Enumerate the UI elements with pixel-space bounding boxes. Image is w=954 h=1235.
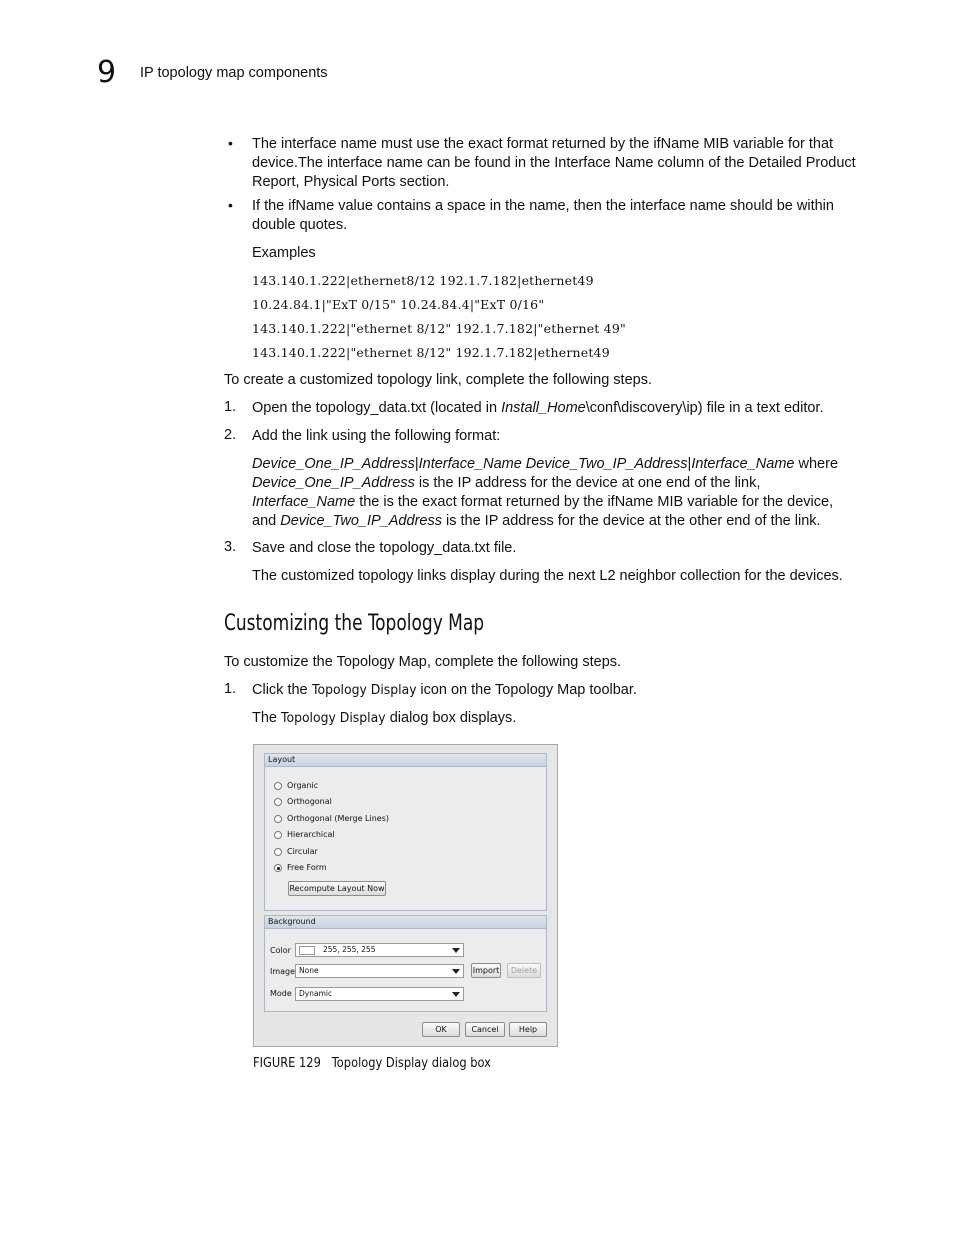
figure-caption: [253, 1056, 491, 1071]
bullet-item: [252, 197, 834, 235]
background-group-title: Background: [265, 916, 546, 929]
image-label: Image: [270, 967, 296, 976]
section-step-note: The Topology Display dialog box displays.: [252, 710, 517, 726]
radio-button[interactable]: [274, 831, 282, 839]
step-1-text: Open the topology_data.txt (located in Install_Home\conf\discovery\ip) file in a text editor.: [252, 400, 824, 416]
step-3-note: The customized topology links display during the next L2 neighbor collection for the devices.: [252, 568, 843, 584]
cancel-button[interactable]: Cancel: [465, 1022, 505, 1037]
bullet-item: [252, 135, 856, 192]
examples-label: Examples: [252, 245, 316, 261]
delete-button[interactable]: Delete: [507, 963, 541, 978]
dropdown-arrow-icon: [452, 992, 460, 997]
text-line: device.The interface name can be found in the Interface Name column of the Detailed Product: [252, 155, 856, 171]
help-button[interactable]: Help: [509, 1022, 547, 1037]
chapter-number: 9: [97, 55, 117, 90]
color-label: Color: [270, 946, 291, 955]
color-swatch: [299, 946, 315, 955]
radio-button[interactable]: [274, 815, 282, 823]
step-number: 3.: [224, 539, 237, 555]
text-line: double quotes.: [252, 217, 348, 233]
layout-group-title: Layout: [265, 754, 546, 767]
ui-term: Topology Display: [311, 682, 417, 698]
example-line: 143.140.1.222|ethernet8/12 192.1.7.182|ethernet49: [252, 273, 594, 288]
ui-term: Topology Display: [281, 710, 386, 726]
radio-button[interactable]: [274, 798, 282, 806]
dropdown-arrow-icon: [452, 969, 460, 974]
radio-button[interactable]: [274, 848, 282, 856]
bullet-marker: •: [228, 135, 233, 151]
step-3-text: Save and close the topology_data.txt file.: [252, 540, 517, 556]
figure-caption-text: Topology Display dialog box: [331, 1056, 491, 1071]
recompute-layout-button[interactable]: Recompute Layout Now: [288, 881, 386, 896]
image-select[interactable]: None: [295, 964, 464, 978]
background-group: [264, 915, 547, 1012]
mode-select[interactable]: Dynamic: [295, 987, 464, 1001]
topology-display-dialog: [253, 744, 558, 1047]
example-line: 143.140.1.222|"ethernet 8/12" 192.1.7.182|"ethernet 49": [252, 321, 626, 336]
step-number: 1.: [224, 681, 237, 697]
step-number: 1.: [224, 399, 237, 415]
dropdown-arrow-icon: [452, 948, 460, 953]
radio-button-selected[interactable]: [274, 864, 282, 872]
layout-group: Layout Organic Orthogonal Orthogonal (Merge Lines) Hierarchical Circular Free Form Recompute Layout Now: [264, 753, 547, 911]
text-line: Report, Physical Ports section.: [252, 174, 450, 190]
section-intro: To customize the Topology Map, complete the following steps.: [224, 654, 622, 670]
mode-label: Mode: [270, 989, 292, 998]
step-number: 2.: [224, 427, 237, 443]
section-step-1: Click the Topology Display icon on the Topology Map toolbar.: [252, 682, 637, 698]
text-line: If the ifName value contains a space in the name, then the interface name should be within: [252, 198, 834, 214]
bullet-marker: •: [228, 197, 233, 213]
ok-button[interactable]: OK: [422, 1022, 460, 1037]
section-heading: Customizing the Topology Map: [224, 611, 485, 636]
radio-button[interactable]: [274, 782, 282, 790]
color-select[interactable]: 255, 255, 255: [295, 943, 464, 957]
figure-label: FIGURE 129: [253, 1056, 321, 1071]
example-line: 143.140.1.222|"ethernet 8/12" 192.1.7.182|ethernet49: [252, 345, 610, 360]
format-description: Device_One_IP_Address|Interface_Name Device_Two_IP_Address|Interface_Name where Device_One_IP_Address is the IP address for the device at one end of the link, Interface_Name the is the exact format returned by the ifName MIB variable for the device, and Device_Two_IP_Address is the IP address for the device at the other end of the link.: [252, 456, 839, 529]
example-line: 10.24.84.1|"ExT 0/15" 10.24.84.4|"ExT 0/16": [252, 297, 545, 312]
import-button[interactable]: Import: [471, 963, 501, 978]
link-intro: To create a customized topology link, complete the following steps.: [224, 372, 652, 388]
text-line: The interface name must use the exact format returned by the ifName MIB variable for that: [252, 136, 834, 152]
chapter-title: IP topology map components: [140, 65, 328, 81]
step-2-text: Add the link using the following format:: [252, 428, 501, 444]
